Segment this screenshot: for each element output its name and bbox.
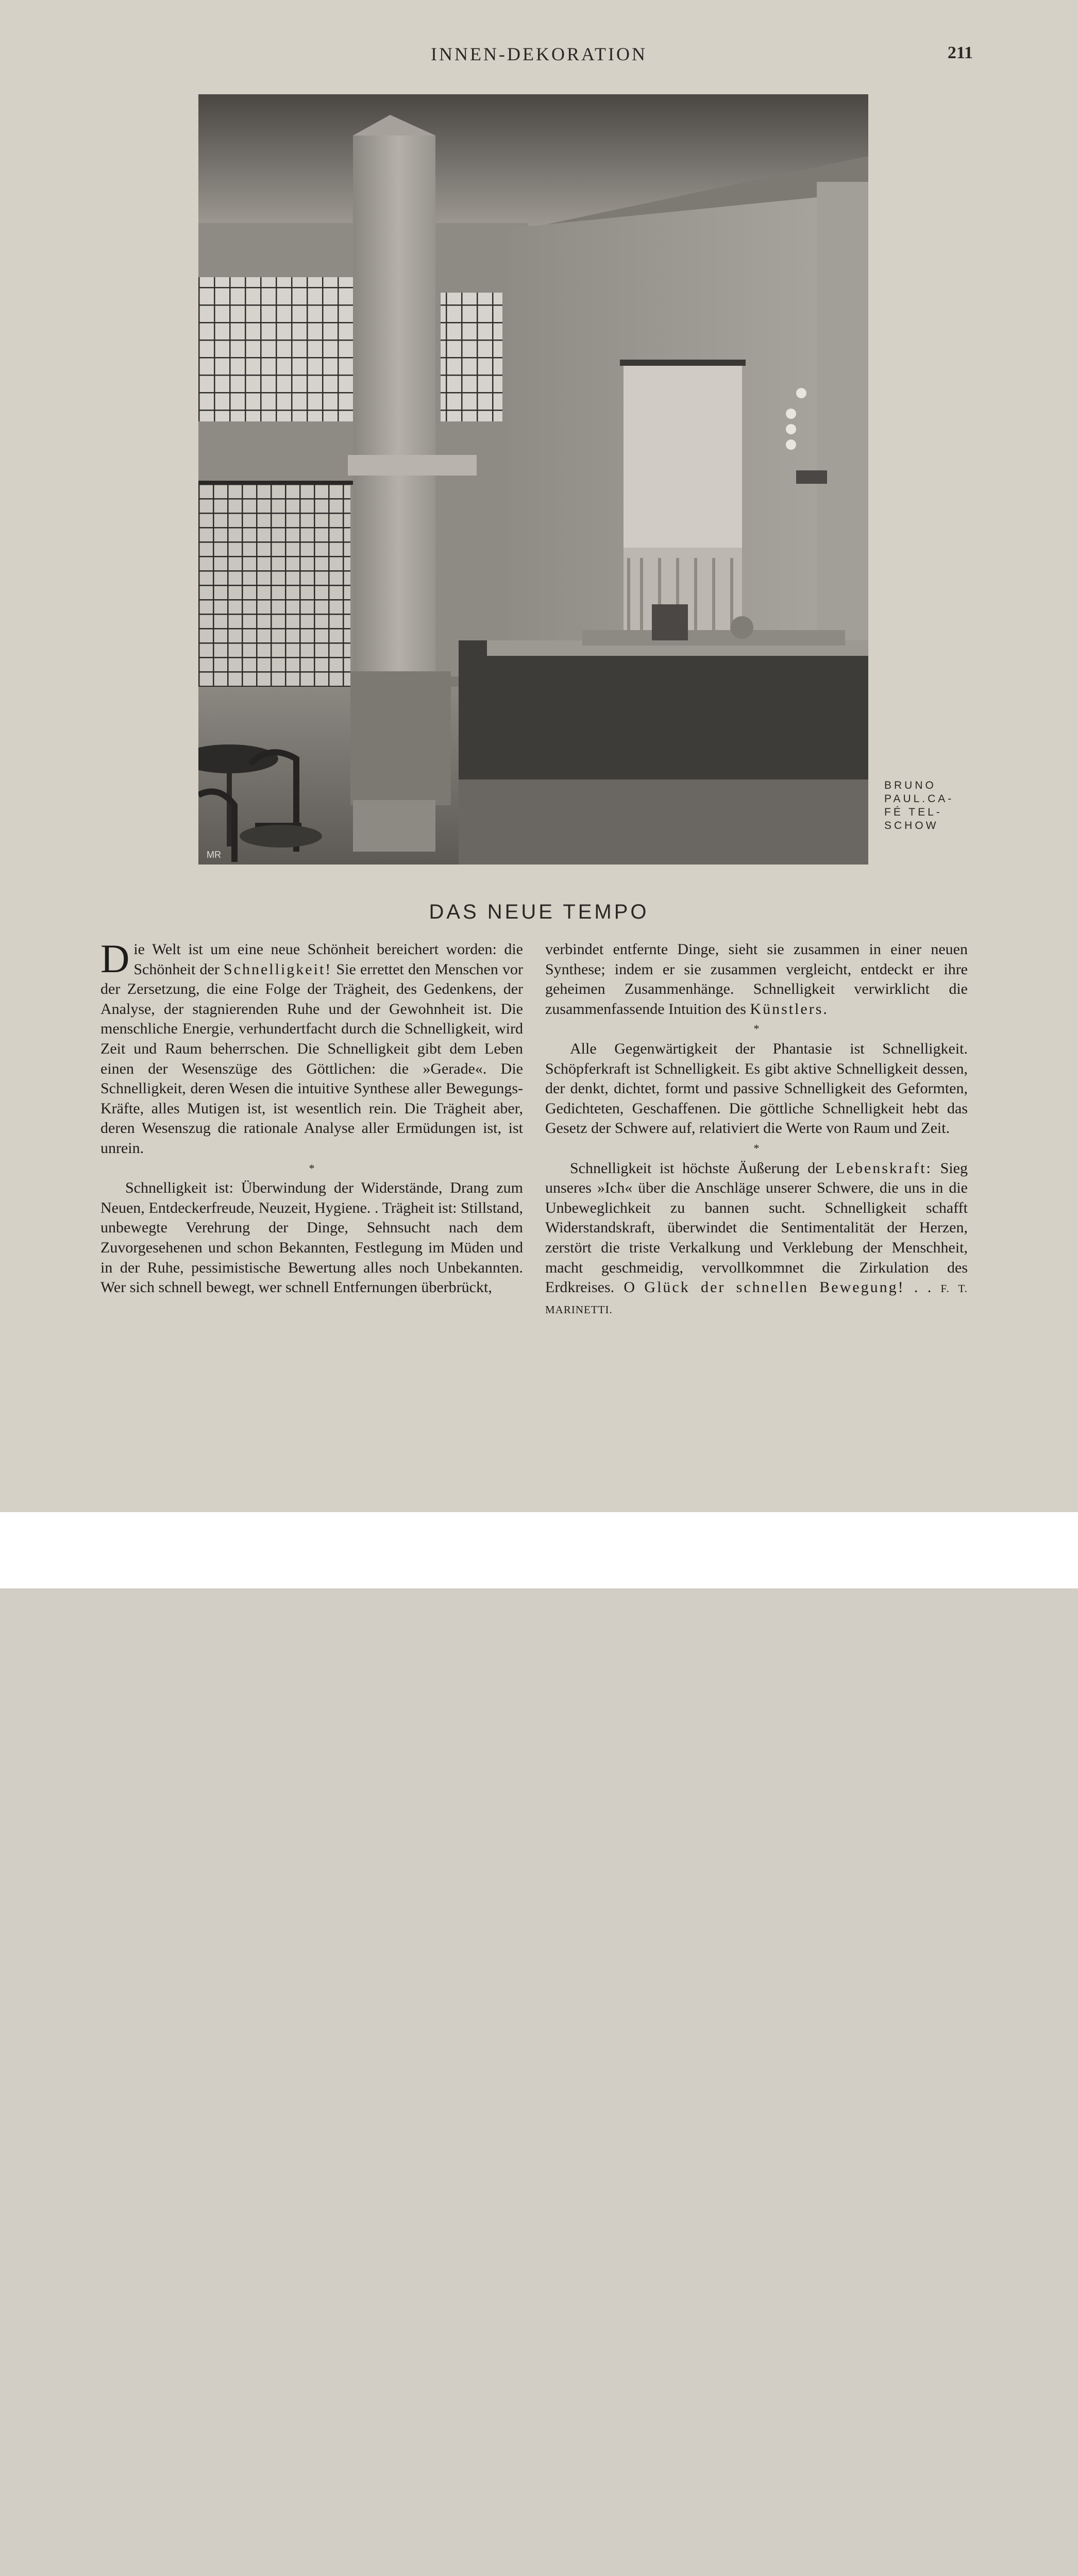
page-number: 211: [947, 43, 973, 62]
caption-line: PAUL.CA-: [884, 793, 954, 805]
drop-cap: D: [100, 936, 130, 981]
spaced-text: Lebenskraft:: [835, 1159, 932, 1177]
paragraph: Schnelligkeit ist: Überwindung der Widerstände, Drang zum Neuen, Entdeckerfreude, Neuzeit, Hygiene. . Trägheit ist: Stillstand, unbewegte Verehrung der Dinge, Sehnsucht nach dem Zuvorgesehenen und schon Bekannten, Festlegung im Müden und in der Ruhe, pessimistische Bewertung alles noch Unbekannten. Wer sich schnell bewegt, wer schnell Entfernungen überbrückt,: [100, 1179, 523, 1296]
paragraph: [545, 1159, 968, 1320]
author-signature: F. T. MARINETTI.: [545, 1282, 968, 1316]
section-divider: *: [309, 1161, 315, 1175]
spaced-text: Künstlers.: [750, 1000, 829, 1018]
section-divider: *: [753, 1141, 760, 1155]
paragraph: [100, 936, 523, 1159]
paragraph: [545, 940, 968, 1019]
caption-line: FÉ TEL-: [884, 806, 942, 818]
caption-line: SCHOW: [884, 820, 939, 832]
spaced-text: Schnelligkeit!: [223, 960, 332, 978]
left-column: [100, 936, 523, 1298]
cafe-interior-image: [198, 94, 868, 865]
article-title: DAS NEUE TEMPO: [429, 901, 649, 923]
caption-line: BRUNO: [884, 779, 936, 791]
spaced-text: Glück der schnellen Bewegung!: [644, 1279, 905, 1296]
paragraph-text: Sieg unseres »Ich« über die Anschläge unserer Schwere, die uns in die Unbeweglichkeit zu bannen sucht. Schnelligkeit schafft Widerstandskraft, überwindet die Sentimentalität der Herzen, zerstört die triste Verkalkung und Verklebung der Menschheit, macht geschmeidig, vervollkommnet die Zirkulation des Erdkreises. O: [545, 1159, 968, 1296]
paragraph-text: . .: [904, 1279, 941, 1296]
section-divider: *: [753, 1022, 760, 1036]
digitization-footer: [0, 1512, 1078, 1588]
photo-monogram: MR: [207, 850, 221, 860]
running-title: INNEN-DEKORATION: [431, 44, 647, 64]
photo-caption: [884, 779, 956, 833]
paragraph-text: Schnelligkeit ist höchste Äußerung der: [570, 1159, 836, 1177]
paragraph: Alle Gegenwärtigkeit der Phantasie ist Schnelligkeit. Schöpferkraft ist Schnelligkeit. Es gibt aktive Schnelligkeit dessen, der denkt, dichtet, formt und passive Schnelligkeit des Geformten, Gedichteten, Geschaffenen. Die göttliche Schnelligkeit hebt das Gesetz der Schwere auf, relativiert die Werte von Raum und Zeit.: [545, 1040, 968, 1137]
paragraph-text: ie Welt ist um eine neue Schönheit bereichert worden: die Schönheit der: [133, 941, 523, 978]
right-column: [545, 940, 968, 1319]
paragraph-text: verbindet entfernte Dinge, sieht sie zusammen in einer neuen Synthese; indem er sie zusammen vergleicht, entdeckt er ihre geheimen Zusammenhänge. Schnelligkeit verwirklicht die zusammenfassende Intuition des: [545, 941, 968, 1018]
paragraph-text: Sie errettet den Menschen vor der Zersetzung, die eine Folge der Trägheit, des Gedenkens, der Analyse, der stagnierenden Ruhe und der Gewohnheit ist. Die menschliche Energie, verhundertfacht durch die Schnelligkeit, wird Zeit und Raum beherrschen. Die Schnelligkeit gibt dem Leben einen der Wesenszüge des Göttlichen: die »Gerade«. Die Schnelligkeit, deren Wesen die intuitive Synthese aller Bewegungs-Kräfte, alles Mutigen ist, ist wesentlich rein. Die Trägheit aber, deren Wesenszug die rationale Analyse aller Ermüdungen ist, ist unrein.: [100, 960, 523, 1157]
interior-photograph: [198, 94, 868, 865]
